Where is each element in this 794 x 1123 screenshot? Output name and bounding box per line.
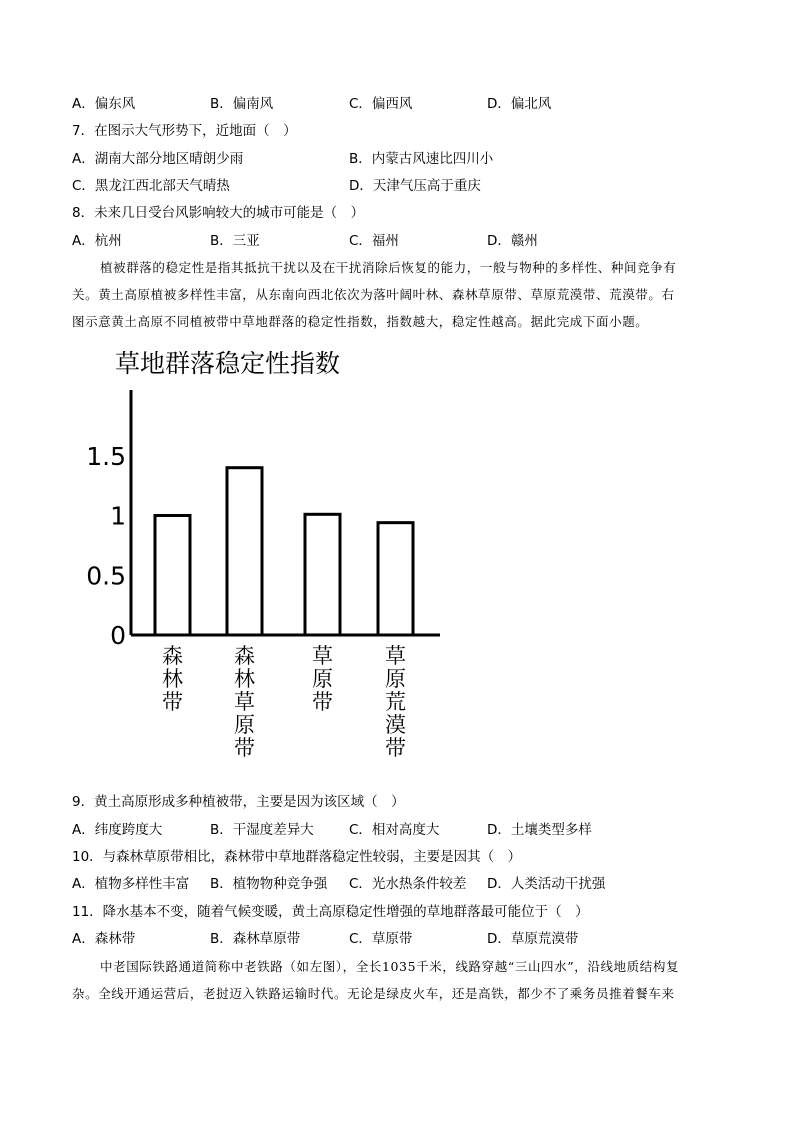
passage-line: 杂。全线开通运营后，老挝迈入铁路运输时代。无论是绿皮火车，还是高铁，都少不了乘务员推着餐车来 xyxy=(72,986,675,1001)
q9-stem: 9．黄土高原形成多种植被带，主要是因为该区域（ ） xyxy=(72,794,405,810)
passage-line: 关。黄土高原植被多样性丰富，从东南向西北依次为落叶阔叶林、森林草原带、草原荒漠带、荒漠带。右 xyxy=(72,287,675,302)
bar xyxy=(155,516,190,636)
chart-title: 草地群落稳定性指数 xyxy=(115,349,341,378)
q7-option-c[interactable]: C．黑龙江西北部天气晴热 xyxy=(72,178,230,194)
q9-option-a[interactable]: A．纬度跨度大 xyxy=(72,822,163,838)
q9-option-c[interactable]: C．相对高度大 xyxy=(349,822,440,838)
q10-option-c[interactable]: C．光水热条件较差 xyxy=(349,876,467,892)
q6-option-a[interactable]: A．偏东风 xyxy=(72,96,136,112)
x-tick-label: 森林草原带 xyxy=(234,644,255,760)
q7-stem: 7．在图示大气形势下，近地面（ ） xyxy=(72,123,297,139)
q8-stem: 8．未来几日受台风影响较大的城市可能是（ ） xyxy=(72,205,365,221)
bar xyxy=(227,468,262,635)
stability-index-chart xyxy=(70,338,470,778)
bar xyxy=(378,523,413,635)
q7-option-a[interactable]: A．湖南大部分地区晴朗少雨 xyxy=(72,151,244,167)
q11-option-d[interactable]: D．草原荒漠带 xyxy=(487,931,579,947)
q6-option-c[interactable]: C．偏西风 xyxy=(349,96,413,112)
x-tick-label: 森林带 xyxy=(162,644,183,714)
q9-option-d[interactable]: D．土壤类型多样 xyxy=(487,822,592,838)
passage-line: 图示意黄土高原不同植被带中草地群落的稳定性指数，指数越大，稳定性越高。据此完成下面小题。 xyxy=(72,314,649,329)
q10-option-a[interactable]: A．植物多样性丰富 xyxy=(72,876,190,892)
bar xyxy=(305,514,340,635)
y-tick-label: 0.5 xyxy=(86,561,126,591)
y-tick-labels xyxy=(86,442,126,650)
x-tick-label: 草原带 xyxy=(312,644,333,714)
q6-option-d[interactable]: D．偏北风 xyxy=(487,96,552,112)
q8-option-b[interactable]: B．三亚 xyxy=(210,233,260,249)
y-tick-label: 0 xyxy=(110,621,126,650)
q10-stem: 10．与森林草原带相比，森林带中草地群落稳定性较弱，主要是因其（ ） xyxy=(72,849,522,865)
y-tick-label: 1.5 xyxy=(86,441,126,471)
q10-option-d[interactable]: D．人类活动干扰强 xyxy=(487,876,606,892)
q11-option-c[interactable]: C．草原带 xyxy=(349,931,413,947)
x-tick-labels xyxy=(162,644,406,760)
q9-option-b[interactable]: B．干湿度差异大 xyxy=(210,822,314,838)
q7-option-d[interactable]: D．天津气压高于重庆 xyxy=(349,178,481,194)
q6-option-b[interactable]: B．偏南风 xyxy=(210,96,274,112)
q8-option-a[interactable]: A．杭州 xyxy=(72,233,122,249)
passage-line: 中老国际铁路通道简称中老铁路（如左图），全长1035千米，线路穿越“三山四水”，沿线地质结构复 xyxy=(100,959,680,974)
q10-option-b[interactable]: B．植物物种竞争强 xyxy=(210,876,328,892)
passage-line: 植被群落的稳定性是指其抵抗干扰以及在干扰消除后恢复的能力，一般与物种的多样性、种间竞争有 xyxy=(100,260,677,275)
q8-option-c[interactable]: C．福州 xyxy=(349,233,399,249)
q11-option-a[interactable]: A．森林带 xyxy=(72,931,136,947)
y-tick-label: 1 xyxy=(110,501,126,531)
q11-stem: 11．降水基本不变，随着气候变暖，黄土高原稳定性增强的草地群落最可能位于（ ） xyxy=(72,904,589,920)
q8-option-d[interactable]: D．赣州 xyxy=(487,233,538,249)
q11-option-b[interactable]: B．森林草原带 xyxy=(210,931,301,947)
q7-option-b[interactable]: B．内蒙古风速比四川小 xyxy=(349,151,494,167)
bars xyxy=(155,468,413,635)
x-tick-label: 草原荒漠带 xyxy=(385,644,406,760)
